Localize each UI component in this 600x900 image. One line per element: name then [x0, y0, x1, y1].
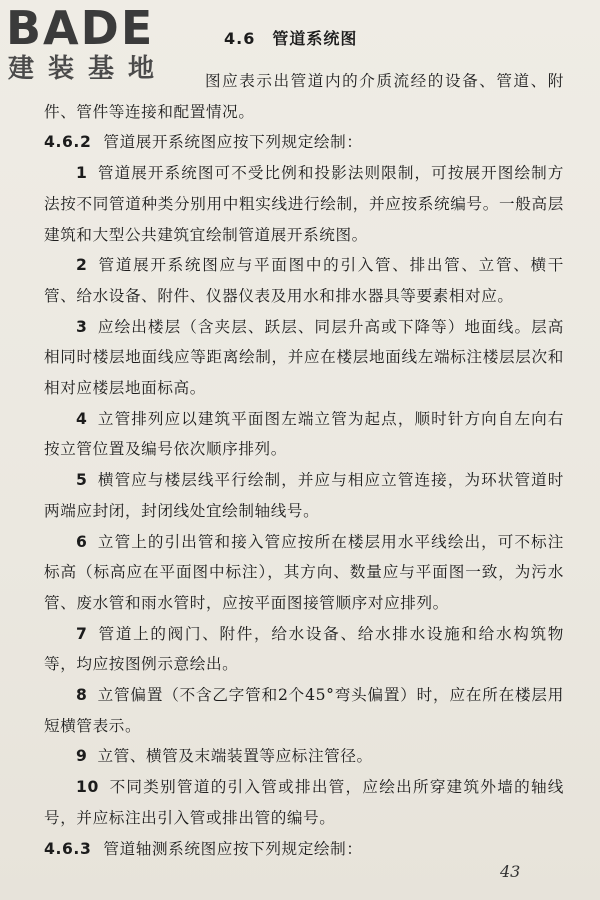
- item-text: 管道展开系统图可不受比例和投影法则限制，可按展开图绘制方法按不同管道种类分别用中粗实线进行绘制，并应按系统编号。一般高层建筑和大型公共建筑宜绘制管道展开系统图。: [44, 164, 564, 244]
- item-number: 7: [76, 624, 88, 643]
- intro-paragraph: [44, 66, 564, 127]
- clause-4-6-2: [44, 127, 564, 158]
- item-text: 立管上的引出管和接入管应按所在楼层用水平线绘出，可不标注标高（标高应在平面图中标注），其方向、数量应与平面图一致，为污水管、废水管和雨水管时，应按平面图接管顺序对应排列。: [44, 532, 564, 612]
- list-item-3: [44, 312, 564, 404]
- item-text: 横管应与楼层线平行绘制，并应与相应立管连接，为环状管道时两端应封闭，封闭线处宜绘制轴线号。: [44, 471, 564, 520]
- list-item-5: [44, 465, 564, 526]
- item-text: 管道上的阀门、附件，给水设备、给水排水设施和给水构筑物等，均应按图例示意绘出。: [44, 624, 564, 674]
- section-title: 4.6 管道系统图: [224, 29, 358, 48]
- item-text: 立管偏置（不含乙字管和2个45°弯头偏置）时，应在所在楼层用短横管表示。: [44, 686, 564, 735]
- list-item-7: [44, 619, 564, 680]
- item-number: 3: [76, 317, 88, 336]
- item-number: 2: [76, 256, 88, 275]
- item-number: 9: [76, 747, 88, 766]
- item-number: 4: [76, 409, 88, 428]
- item-number: 5: [76, 471, 88, 490]
- list-item-6: [44, 527, 564, 619]
- item-text: 不同类别管道的引入管或排出管，应绘出所穿建筑外墙的轴线号，并应标注出引入管或排出管的编号。: [44, 778, 564, 827]
- clause-text: 管道轴测系统图应按下列规定绘制：: [103, 839, 363, 858]
- item-text: 应绘出楼层（含夹层、跃层、同层升高或下降等）地面线。层高相同时楼层地面线应等距离绘制，并应在楼层地面线左端标注楼层层次和相对应楼层地面标高。: [44, 317, 564, 398]
- item-number: 6: [76, 532, 88, 551]
- clause-number: 4.6.2: [44, 133, 92, 152]
- clause-4-6-3: [44, 834, 564, 865]
- page-number: 43: [500, 862, 521, 881]
- list-item-8: [44, 680, 564, 741]
- logo-brand: BADE: [6, 1, 155, 55]
- item-text: 立管排列应以建筑平面图左端立管为起点，顺时针方向自左向右按立管位置及编号依次顺序排列。: [44, 409, 564, 459]
- clause-text: 管道展开系统图应按下列规定绘制：: [103, 133, 363, 152]
- list-item-9: [44, 741, 564, 772]
- logo-subtitle: 建装基地: [8, 54, 169, 84]
- clause-number: 4.6.3: [44, 839, 92, 858]
- item-number: 10: [76, 778, 99, 797]
- intro-text: 图应表示出管道内的介质流经的设备、管道、附件、管件等连接和配置情况。: [44, 72, 564, 121]
- item-number: 1: [76, 164, 88, 183]
- list-item-1: [44, 158, 564, 250]
- item-number: 8: [76, 686, 88, 705]
- item-text: 管道展开系统图应与平面图中的引入管、排出管、立管、横干管、给水设备、附件、仪器仪表及用水和排水器具等要素相对应。: [44, 256, 564, 305]
- list-item-4: [44, 404, 564, 465]
- list-item-2: [44, 250, 564, 311]
- item-text: 立管、横管及末端装置等应标注管径。: [97, 747, 373, 766]
- document-body: [44, 66, 564, 864]
- list-item-10: [44, 772, 564, 833]
